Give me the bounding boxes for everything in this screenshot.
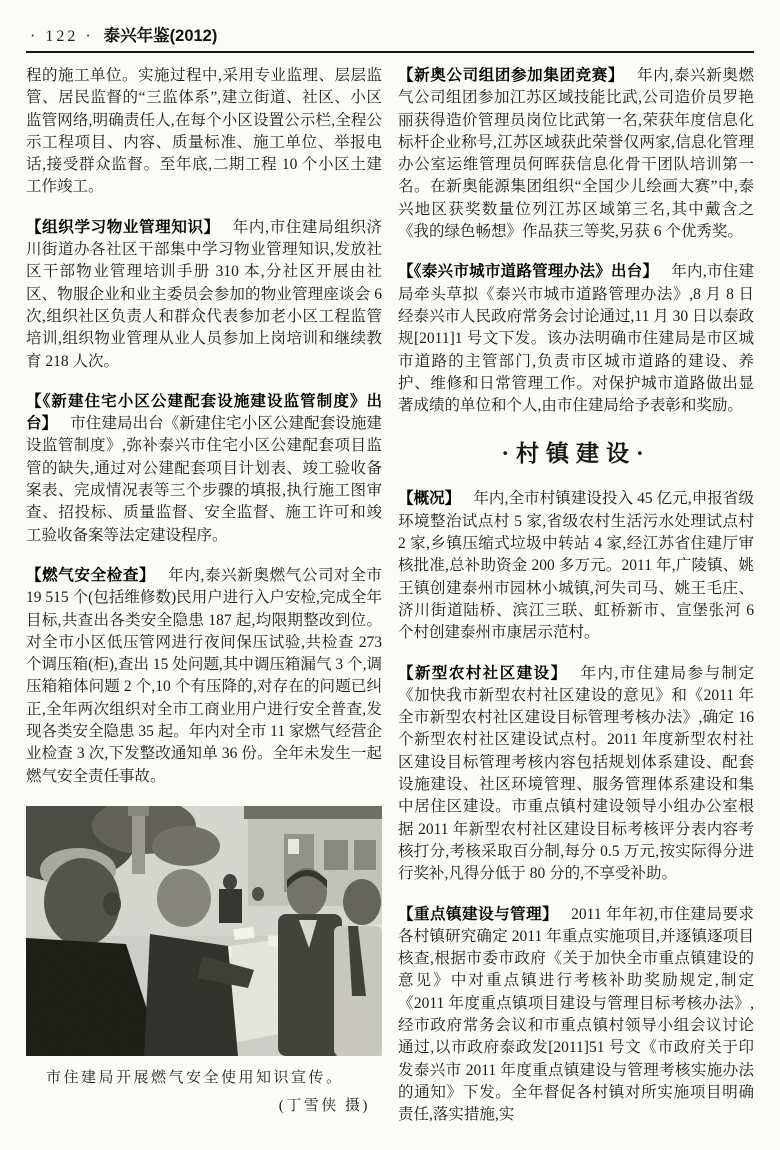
entry-group-competition <box>398 65 754 243</box>
photo-caption: 市住建局开展燃气安全使用知识宣传。 <box>46 1069 344 1086</box>
entry-road-management-measures <box>398 261 754 417</box>
news-photo-figure <box>26 806 382 1115</box>
entry-body: 年内,市住建局参与制定《加快我市新型农村社区建设的意见》和《2011 年全市新型农村社区建设目标管理考核办法》,确定 16 个新型农村社区建设试点村。2011 年度新型农村社区建设目标管理考核内容包括规划体系建设、配套设施建设、社区环境管理、服务管理体系建设和集中居住区建设。市重点镇村建设领导小组办公室根据 2011 年新型农村社区建设目标考核评分表内容考核打分,考核采取百分制,每分 0.5 万元,按实际得分进行奖补,凡得分低于 80 分的,不享受补助。 <box>398 664 754 883</box>
book-title: 泰兴年鉴(2012) <box>103 27 218 45</box>
entry-body: 2011 年年初,市住建局要求各村镇研究确定 2011 年重点实施项目,并逐镇逐项目核查,根据市委市政府《关于加快全市重点镇建设的意见》中对重点镇进行考核补助奖励规定,制定《2011 年度重点镇项目建设与管理目标考核办法》,经市政府常务会议和市重点镇村领导小组会议讨论通过,以市政府泰政发[2011]51 号文《市政府关于印发泰兴市 2011 年度重点镇建设与管理考核实施办法的通知》下发。全年督促各村镇对所实施项目明确责任,落实措施,实 <box>398 905 754 1124</box>
entry-heading: 【《泰兴市城市道路管理办法》出台】 <box>398 263 659 281</box>
entry-heading: 【组织学习物业管理知识】 <box>26 218 220 236</box>
entry-body: 市住建局出台《新建住宅小区公建配套设施建设监管制度》,弥补泰兴市住宅小区公建配套项目监管的缺失,通过对公建配套项目计划表、竣工验收备案表、完成情况表等三个步骤的填报,执行施工图审查、招投标、质量监督、安全监督、施工许可和竣工验收备案等法定建设程序。 <box>26 415 382 544</box>
entry-supporting-facilities-regulation <box>26 391 382 547</box>
entry-body: 程的施工单位。实施过程中,采用专业监理、层层监管、居民监督的“三监体系”,建立街道、社区、小区监管网络,明确责任人,在每个小区设置公示栏,全程公示工程项目、内容、质量标准、施工单位、举报电话,接受群众监督。至年底,二期工程 10 个小区土建工作竣工。 <box>26 67 382 196</box>
photo-credit: (丁雪侠 摄) <box>278 1097 370 1114</box>
entry-continuation <box>26 65 382 199</box>
section-title-village-construction: ·村镇建设· <box>501 441 651 467</box>
entry-body: 年内,全市村镇建设投入 45 亿元,申报省级环境整治试点村 5 家,省级农村生活污水处理试点村 2 家,乡镇压缩式垃圾中转站 4 家,经江苏省住建厅审核批准,总补助资金 200 多万元。2011 年,广陵镇、姚王镇创建泰州市园林小城镇,河失司马、姚王毛庄、济川街道陆桥、滨江三联、虹桥新市、宣堡张河 6 个村创建泰州市康居示范村。 <box>398 490 754 642</box>
page-number: · 122 · <box>30 28 94 45</box>
right-column <box>398 65 754 1144</box>
entry-body: 年内,市住建局组织济川街道办各社区干部集中学习物业管理知识,发放社区干部物业管理培训手册 310 本,分社区开展由社区、物服企业和业主委员会参加的物业管理座谈会 6 次,组织社区负责人和群众代表参加老小区工程监管培训,组织物业管理从业人员参加上岗培训和继续教育 218 人次。 <box>26 218 382 370</box>
entry-gas-safety-inspection <box>26 565 382 788</box>
gas-safety-promotion-photo <box>26 806 382 1056</box>
entry-body: 年内,市住建局牵头草拟《泰兴市城市道路管理办法》,8 月 8 日经泰兴市人民政府常务会讨论通过,11 月 30 日以泰政规[2011]1 号文下发。该办法明确市住建局是市区城市道路的主管部门,负责市区城市道路的建设、养护、维修和日常管理工作。对保护城市道路做出显著成绩的单位和个人,由市住建局给予表彰和奖励。 <box>398 263 754 415</box>
entry-key-town-management <box>398 904 754 1127</box>
entry-heading: 【燃气安全检查】 <box>26 566 156 584</box>
entry-overview <box>398 488 754 644</box>
entry-heading: 【《新建住宅小区公建配套设施建设监管制度》出台】 <box>26 392 382 433</box>
entry-new-rural-community <box>398 663 754 886</box>
entry-property-management-training <box>26 217 382 373</box>
two-column-body <box>26 65 754 1144</box>
entry-body: 年内,泰兴新奥燃气公司组团参加江苏区域技能比武,公司造价员罗艳丽获得造价管理员岗位比武第一名,荣获年度信息化标杆企业称号,江苏区域获此荣誉仅两家,信息化管理办公室运维管理员何晖获信息化骨干团队培训第一名。在新奥能源集团组织“全国少儿绘画大赛”中,泰兴地区获奖数量位列江苏区域第三名,其中戴含之《我的绿色畅想》作品获三等奖,另获 6 个优秀奖。 <box>398 67 754 241</box>
entry-heading: 【概况】 <box>398 490 461 508</box>
entry-heading: 【重点镇建设与管理】 <box>398 905 559 923</box>
header-rule <box>26 51 754 53</box>
running-head <box>26 18 754 46</box>
entry-body: 年内,泰兴新奥燃气公司对全市 19 515 个(包括维修数)民用户进行入户安检,完成全年目标,共查出各类安全隐患 187 起,均限期整改到位。对全市小区低压管网进行夜间保压试验,共检查 273 个调压箱(柜),查出 15 处问题,其中调压箱漏气 3 个,调压箱箱体问题 2 个,10 个有压降的,对存在的问题已纠正,全年两次组织对全市工商业用户进行安全普查,发现各类安全隐患 35 起。年内对全市 11 家燃气经营企业检查 3 次,下发整改通知单 36 份。全年未发生一起燃气安全责任事故。 <box>26 566 382 785</box>
left-column <box>26 65 382 1144</box>
entry-heading: 【新型农村社区建设】 <box>398 664 568 682</box>
entry-heading: 【新奥公司组团参加集团竞赛】 <box>398 67 625 84</box>
